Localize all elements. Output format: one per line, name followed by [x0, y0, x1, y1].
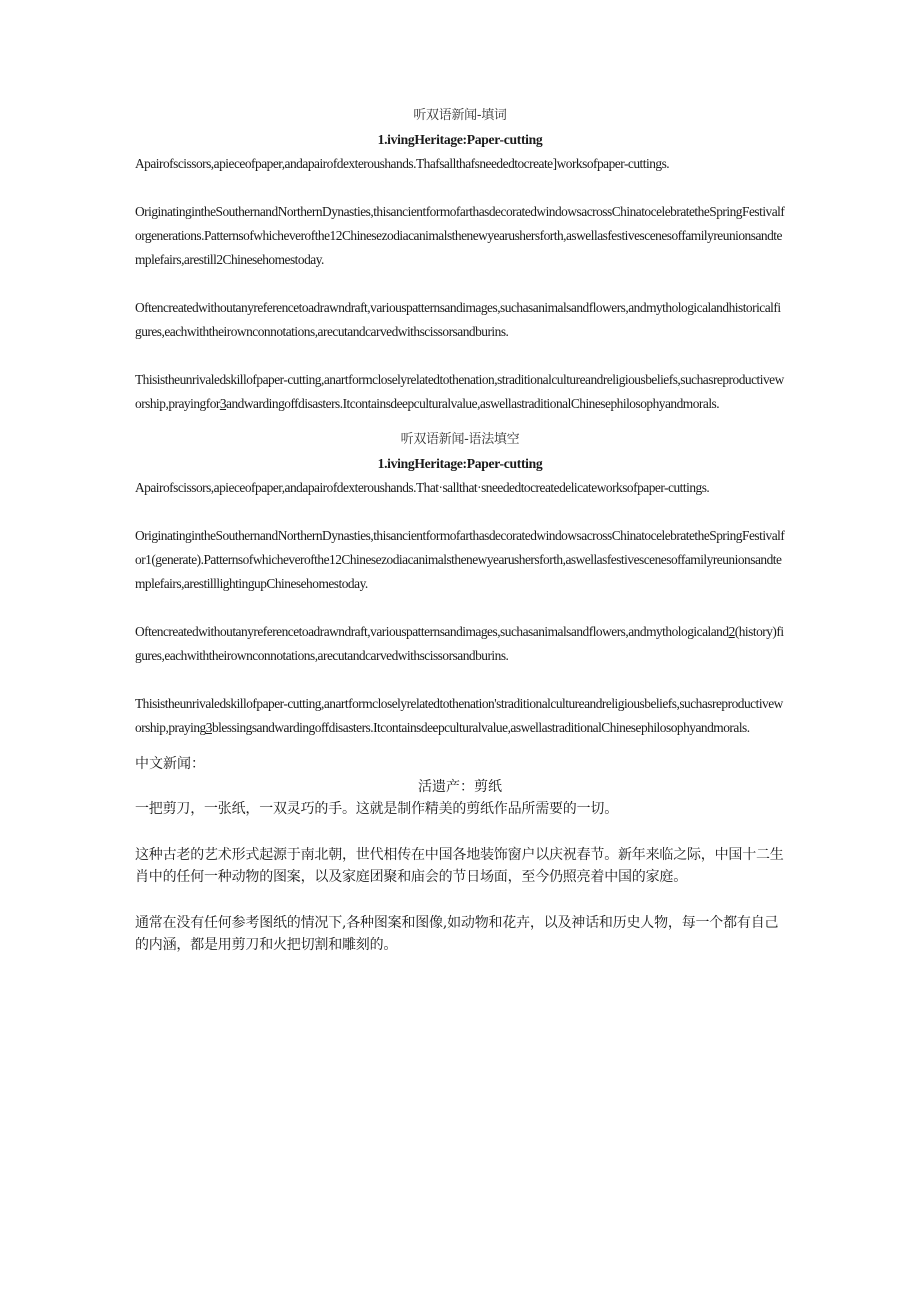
- section2-heading: 听双语新闻-语法填空: [400, 432, 520, 447]
- section2-paragraph-3: [135, 620, 785, 668]
- section1-paragraph-4-part-a: Thisistheunrivaledskillofpaper-cutting,anartformcloselyrelatedtothenation,straditionalcultureandreligiousbeliefs,suchasreproductiveworship,prayingfor: [135, 372, 784, 411]
- section2-paragraph-1: Apairofscissors,apieceofpaper,andapairofdexteroushands.That·sallthat·sneededtocreatedelicateworksofpaper-cuttings.: [135, 480, 710, 495]
- chinese-paragraph-2: 这种古老的艺术形式起源于南北朝，世代相传在中国各地装饰窗户以庆祝春节。新年来临之际，中国十二生肖中的任何一种动物的图案，以及家庭团聚和庙会的节日场面，至今仍照亮着中国的家庭。: [135, 847, 784, 885]
- section1-paragraph-4-part-b: andwardingoffdisasters.Itcontainsdeepculturalvalue,aswellastraditionalChinesephilosophyandmorals.: [226, 396, 720, 411]
- section2-paragraph-4-part-b: blessingsandwardingoffdisasters.Itcontainsdeepculturalvalue,aswellastraditionalChinesephilosophyandmorals.: [211, 720, 750, 735]
- chinese-section-heading: 中文新闻：: [135, 756, 205, 772]
- chinese-paragraph-1: 一把剪刀，一张纸，一双灵巧的手。这就是制作精美的剪纸作品所需要的一切。: [135, 801, 618, 817]
- chinese-paragraph-3: 通常在没有任何参考图纸的情况下,各种图案和图像,如动物和花卉，以及神话和历史人物，每一个都有自己的内涵，都是用剪刀和火把切割和雕刻的。: [135, 915, 779, 953]
- section1-paragraph-2: OriginatingintheSouthernandNorthernDynasties,thisancientformofarthasdecoratedwindowsacrossChinatocelebratetheSpringFestivalforgenerations.Patternsofwhicheverofthe12Chinesezodiacanimalsthenewyearushersforth,aswellasfestivescenesoffamilyreunionsandtemplefairs,arestill2Chinesehomestoday.: [135, 204, 785, 267]
- section2-paragraph-2: OriginatingintheSouthernandNorthernDynasties,thisancientformofarthasdecoratedwindowsacrossChinatocelebratetheSpringFestivalfor1(generate).Patternsofwhicheverofthe12Chinesezodiacanimalsthenewyearushersforth,aswellasfestivescenesoffamilyreunionsandtemplefairs,arestilllightingupChinesehomestoday.: [135, 528, 785, 591]
- section1-paragraph-4: [135, 368, 785, 416]
- section1-heading: 听双语新闻-填词: [413, 108, 507, 123]
- document-page: [135, 104, 785, 956]
- section1-paragraph-1: Apairofscissors,apieceofpaper,andapairofdexteroushands.Thafsallthafsneededtocreate]worksofpaper-cuttings.: [135, 156, 670, 171]
- section1-blank-3: 3: [219, 396, 227, 411]
- section2-title: 1.ivingHeritage:Paper-cutting: [377, 456, 543, 471]
- section2-paragraph-3-part-b: (history)figures,eachwiththeirownconnotations,arecutandcarvedwithscissorsandburins.: [135, 624, 784, 663]
- section2-paragraph-4-part-a: Thisistheunrivaledskillofpaper-cutting,anartformcloselyrelatedtothenation'straditionalcultureandreligiousbeliefs,suchasreproductiveworship,praying: [135, 696, 783, 735]
- section2-blank-3: 3: [205, 720, 212, 735]
- chinese-title: 活遗产：剪纸: [418, 779, 502, 795]
- section2-paragraph-4: [135, 692, 785, 740]
- section1-title: 1.ivingHeritage:Paper-cutting: [377, 132, 543, 147]
- section2-paragraph-3-part-a: Oftencreatedwithoutanyreferencetoadrawndraft,variouspatternsandimages,suchasanimalsandflowers,andmythologicaland: [135, 624, 729, 639]
- section1-paragraph-3: Oftencreatedwithoutanyreferencetoadrawndraft,variouspatternsandimages,suchasanimalsandflowers,andmythologicalandhistoricalfigures,eachwiththeirownconnotations,arecutandcarvedwithscissorsandburins.: [135, 300, 781, 339]
- section2-blank-2: 2: [728, 624, 735, 639]
